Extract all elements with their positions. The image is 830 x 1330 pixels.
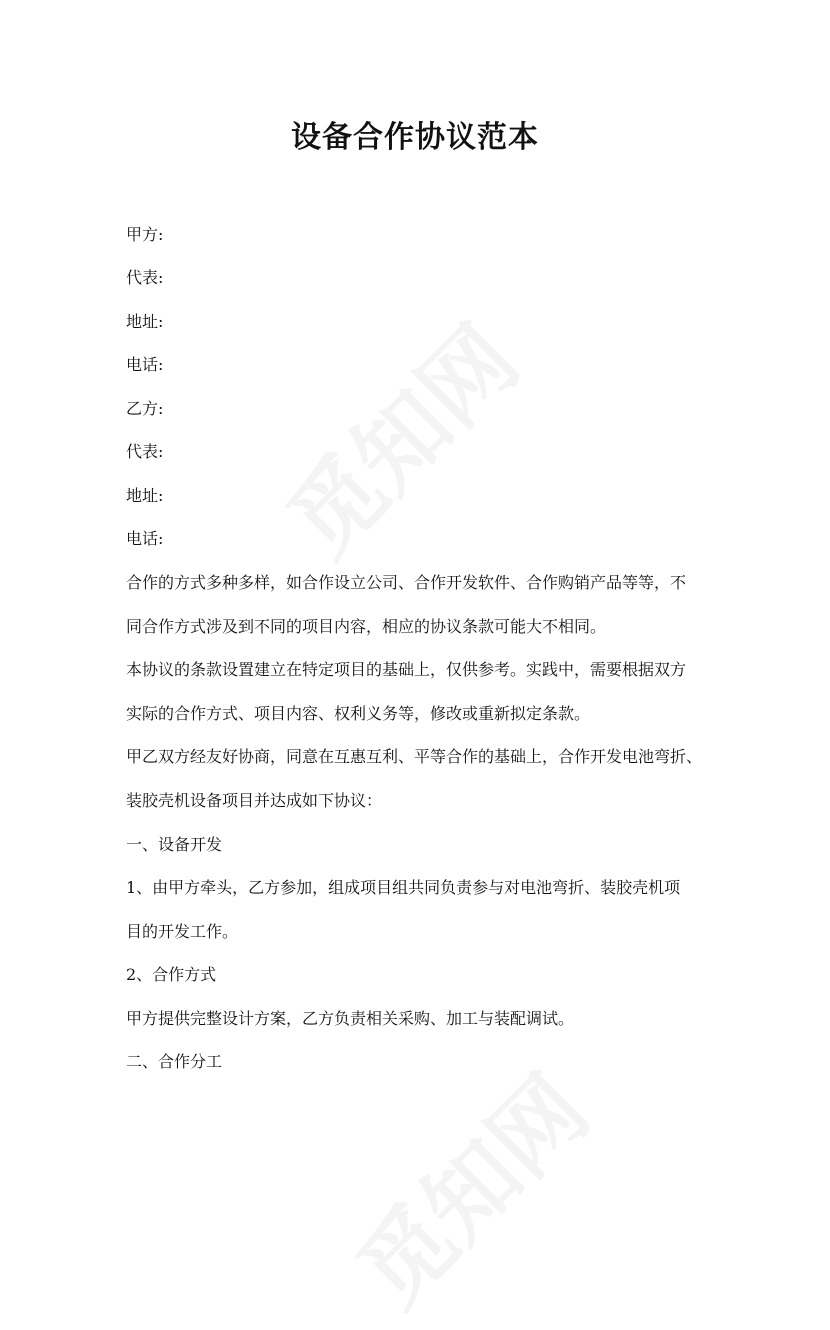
section-heading: 一、设备开发 <box>126 835 223 854</box>
document-title: 设备合作协议范本 <box>291 120 539 155</box>
party-a-phone: 电话: <box>126 355 164 374</box>
paragraph-line: 合作的方式多种多样，如合作设立公司、合作开发软件、合作购销产品等等，不 <box>126 573 687 592</box>
paragraph-line: 实际的合作方式、项目内容、权利义务等，修改或重新拟定条款。 <box>126 704 591 723</box>
party-b-label: 乙方: <box>126 399 164 418</box>
paragraph-line: 目的开发工作。 <box>126 922 239 941</box>
paragraph-line: 甲方提供完整设计方案，乙方负责相关采购、加工与装配调试。 <box>126 1009 575 1028</box>
paragraph-line: 1、由甲方牵头，乙方参加，组成项目组共同负责参与对电池弯折、装胶壳机项 <box>126 878 681 897</box>
party-a-label: 甲方: <box>126 225 164 244</box>
party-b-representative: 代表: <box>126 442 164 461</box>
party-a-address: 地址: <box>126 312 164 331</box>
paragraph-line: 同合作方式涉及到不同的项目内容，相应的协议条款可能大不相同。 <box>126 617 607 636</box>
paragraph-line: 装胶壳机设备项目并达成如下协议： <box>126 791 383 810</box>
watermark <box>254 292 543 581</box>
party-b-address: 地址: <box>126 486 164 505</box>
paragraph-line: 本协议的条款设置建立在特定项目的基础上，仅供参考。实践中，需要根据双方 <box>126 660 687 679</box>
subsection-heading: 2、合作方式 <box>126 965 217 984</box>
party-b-phone: 电话: <box>126 529 164 548</box>
party-a-representative: 代表: <box>126 268 164 287</box>
watermark <box>324 1042 613 1330</box>
section-heading: 二、合作分工 <box>126 1052 223 1071</box>
paragraph-line: 甲乙双方经友好协商，同意在互惠互利、平等合作的基础上，合作开发电池弯折、 <box>126 747 703 766</box>
